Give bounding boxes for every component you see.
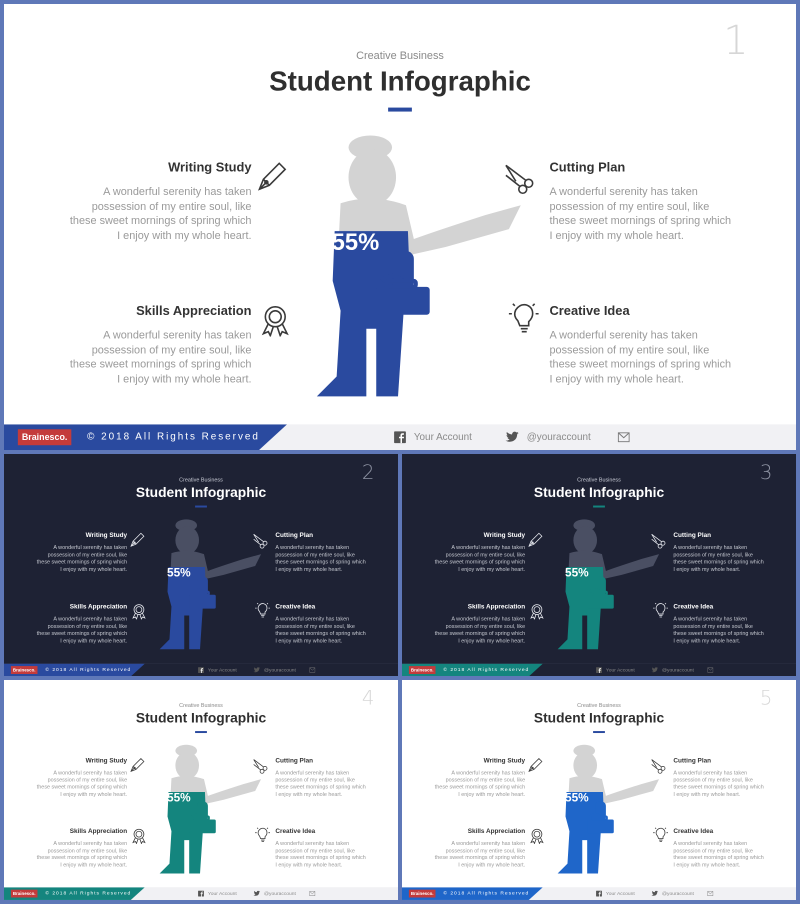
feature-title-cutting-plan: Cutting Plan (275, 756, 314, 764)
feature-title-writing-study: Writing Study (483, 531, 526, 539)
mail-icon[interactable] (309, 891, 315, 896)
twitter-handle-link[interactable]: @youraccount (264, 667, 296, 674)
title-underline (195, 506, 207, 508)
account-link[interactable]: Your Account (413, 432, 472, 444)
slide-subtitle: Creative Business (577, 476, 621, 483)
slide-number: 2 (361, 460, 375, 484)
copyright-text: © 2018 All Rights Reserved (443, 890, 530, 897)
feature-description-cutting-plan: A wonderful serenity has taken possession of my entire soul, like these sweet mornings of spring which I enjoy with my whole heart. (673, 544, 764, 573)
twitter-handle-link[interactable]: @youraccount (264, 891, 296, 897)
account-link[interactable]: Your Account (207, 667, 237, 674)
feature-title-writing-study: Writing Study (85, 756, 128, 764)
mail-icon[interactable] (618, 432, 630, 442)
slide-4-preview[interactable] (4, 680, 398, 900)
feature-description-writing-study: A wonderful serenity has taken possession of my entire soul, like these sweet mornings of spring which I enjoy with my whole heart. (69, 186, 252, 242)
account-link[interactable]: Your Account (605, 891, 635, 897)
lightbulb-icon (254, 826, 271, 843)
feature-description-skills-appreciation: A wonderful serenity has taken possession of my entire soul, like these sweet mornings of spring which I enjoy with my whole heart. (69, 329, 252, 385)
feature-title-skills-appreciation: Skills Appreciation (69, 602, 128, 611)
award-ribbon-icon (529, 603, 546, 620)
progress-percentage: 55% (167, 565, 191, 580)
feature-title-skills-appreciation: Skills Appreciation (467, 827, 526, 835)
pen-nib-icon (527, 757, 544, 774)
feature-title-skills-appreciation: Skills Appreciation (136, 302, 252, 318)
brand-logo: Brainesco. (410, 667, 434, 673)
lightbulb-icon (652, 602, 669, 619)
feature-title-skills-appreciation: Skills Appreciation (69, 827, 128, 835)
feature-title-skills-appreciation: Skills Appreciation (467, 602, 526, 611)
twitter-icon (253, 891, 260, 897)
pen-nib-icon (255, 159, 289, 193)
slide-number: 4 (361, 686, 375, 710)
slide-title: Student Infographic (135, 710, 267, 726)
copyright-text: © 2018 All Rights Reserved (45, 667, 132, 673)
feature-description-skills-appreciation: A wonderful serenity has taken possession of my entire soul, like these sweet mornings of spring which I enjoy with my whole heart. (434, 616, 526, 644)
feature-title-cutting-plan: Cutting Plan (275, 531, 314, 539)
slide-canvas (4, 454, 398, 676)
feature-description-cutting-plan: A wonderful serenity has taken possession of my entire soul, like these sweet mornings of spring which I enjoy with my whole heart. (275, 544, 366, 573)
feature-title-creative-idea: Creative Idea (549, 302, 630, 318)
title-underline (593, 731, 605, 733)
title-underline (195, 731, 207, 733)
mail-icon[interactable] (707, 668, 713, 673)
feature-description-writing-study: A wonderful serenity has taken possession of my entire soul, like these sweet mornings of spring which I enjoy with my whole heart. (434, 544, 526, 573)
brand-logo: Brainesco. (12, 891, 36, 897)
slide-canvas (4, 4, 796, 450)
feature-title-creative-idea: Creative Idea (275, 602, 316, 611)
slide-canvas (402, 680, 796, 900)
slide-footer (402, 887, 796, 900)
account-link[interactable]: Your Account (207, 891, 237, 897)
lightbulb-icon (652, 826, 669, 843)
mail-icon[interactable] (309, 668, 315, 673)
twitter-handle-link[interactable]: @youraccount (526, 432, 591, 444)
feature-title-writing-study: Writing Study (483, 756, 526, 764)
feature-description-creative-idea: A wonderful serenity has taken possession of my entire soul, like these sweet mornings of spring which I enjoy with my whole heart. (275, 840, 366, 868)
progress-percentage: 55% (331, 229, 380, 256)
feature-title-creative-idea: Creative Idea (673, 602, 714, 611)
slide-subtitle: Creative Business (577, 702, 621, 709)
facebook-icon (198, 891, 204, 897)
award-ribbon-icon (258, 303, 292, 337)
feature-title-writing-study: Writing Study (168, 159, 252, 175)
scissors-icon (650, 758, 667, 775)
brand-logo: Brainesco. (12, 667, 36, 673)
title-underline (593, 506, 605, 508)
slide-subtitle: Creative Business (356, 49, 444, 62)
account-link[interactable]: Your Account (605, 667, 635, 674)
slide-number: 5 (759, 686, 773, 710)
copyright-text: © 2018 All Rights Reserved (443, 667, 530, 673)
pen-nib-icon (527, 531, 544, 548)
scissors-icon (502, 161, 536, 195)
feature-description-skills-appreciation: A wonderful serenity has taken possession of my entire soul, like these sweet mornings of spring which I enjoy with my whole heart. (434, 840, 526, 868)
facebook-icon (596, 667, 602, 673)
slide-title: Student Infographic (533, 484, 665, 501)
progress-percentage: 55% (565, 790, 589, 805)
award-ribbon-icon (131, 603, 148, 620)
copyright-text: © 2018 All Rights Reserved (87, 431, 260, 443)
copyright-text: © 2018 All Rights Reserved (45, 890, 132, 897)
slide-subtitle: Creative Business (179, 476, 223, 483)
feature-description-cutting-plan: A wonderful serenity has taken possession of my entire soul, like these sweet mornings of spring which I enjoy with my whole heart. (673, 769, 764, 798)
slide-subtitle: Creative Business (179, 702, 223, 709)
pen-nib-icon (129, 757, 146, 774)
feature-description-writing-study: A wonderful serenity has taken possession of my entire soul, like these sweet mornings of spring which I enjoy with my whole heart. (36, 769, 128, 798)
twitter-icon (651, 667, 658, 673)
brand-logo: Brainesco. (18, 429, 71, 445)
feature-title-cutting-plan: Cutting Plan (673, 756, 712, 764)
twitter-icon (651, 891, 658, 897)
slide-footer (402, 663, 796, 676)
lightbulb-icon (254, 602, 271, 619)
pen-nib-icon (129, 531, 146, 548)
title-underline (388, 108, 412, 112)
award-ribbon-icon (131, 827, 148, 844)
twitter-icon (253, 667, 260, 673)
facebook-icon (596, 891, 602, 897)
slide-3-preview[interactable] (402, 454, 796, 676)
slide-footer (4, 887, 398, 900)
facebook-icon (394, 431, 406, 443)
twitter-icon (505, 431, 519, 443)
award-ribbon-icon (529, 827, 546, 844)
brand-logo: Brainesco. (410, 891, 434, 897)
slide-title: Student Infographic (533, 710, 665, 726)
facebook-icon (198, 667, 204, 673)
slide-footer (4, 663, 398, 676)
scissors-icon (252, 532, 269, 549)
twitter-handle-link[interactable]: @youraccount (662, 667, 694, 674)
feature-description-creative-idea: A wonderful serenity has taken possession of my entire soul, like these sweet mornings of spring which I enjoy with my whole heart. (549, 329, 732, 385)
slide-1-preview[interactable] (4, 4, 796, 450)
mail-icon[interactable] (707, 891, 713, 896)
slide-5-preview[interactable] (402, 680, 796, 900)
scissors-icon (650, 532, 667, 549)
feature-title-cutting-plan: Cutting Plan (673, 531, 712, 539)
progress-percentage: 55% (167, 790, 191, 805)
lightbulb-icon (507, 301, 541, 335)
feature-description-cutting-plan: A wonderful serenity has taken possession of my entire soul, like these sweet mornings of spring which I enjoy with my whole heart. (275, 769, 366, 798)
feature-description-writing-study: A wonderful serenity has taken possession of my entire soul, like these sweet mornings of spring which I enjoy with my whole heart. (434, 769, 526, 798)
feature-description-writing-study: A wonderful serenity has taken possession of my entire soul, like these sweet mornings of spring which I enjoy with my whole heart. (36, 544, 128, 573)
feature-title-creative-idea: Creative Idea (673, 827, 714, 835)
feature-title-writing-study: Writing Study (85, 531, 128, 539)
feature-title-creative-idea: Creative Idea (275, 827, 316, 835)
feature-description-skills-appreciation: A wonderful serenity has taken possession of my entire soul, like these sweet mornings of spring which I enjoy with my whole heart. (36, 840, 128, 868)
slide-number: 3 (759, 460, 773, 484)
slide-title: Student Infographic (135, 484, 267, 501)
slide-canvas (4, 680, 398, 900)
slide-footer (4, 424, 796, 450)
slide-2-preview[interactable] (4, 454, 398, 676)
feature-description-creative-idea: A wonderful serenity has taken possession of my entire soul, like these sweet mornings of spring which I enjoy with my whole heart. (673, 840, 764, 868)
progress-percentage: 55% (565, 565, 589, 580)
scissors-icon (252, 758, 269, 775)
slide-canvas (402, 454, 796, 676)
slide-number: 1 (723, 17, 749, 64)
twitter-handle-link[interactable]: @youraccount (662, 891, 694, 897)
feature-description-creative-idea: A wonderful serenity has taken possession of my entire soul, like these sweet mornings of spring which I enjoy with my whole heart. (673, 616, 764, 644)
feature-description-creative-idea: A wonderful serenity has taken possession of my entire soul, like these sweet mornings of spring which I enjoy with my whole heart. (275, 616, 366, 644)
feature-description-cutting-plan: A wonderful serenity has taken possession of my entire soul, like these sweet mornings of spring which I enjoy with my whole heart. (549, 186, 732, 242)
feature-title-cutting-plan: Cutting Plan (549, 159, 626, 175)
feature-description-skills-appreciation: A wonderful serenity has taken possession of my entire soul, like these sweet mornings of spring which I enjoy with my whole heart. (36, 616, 128, 644)
slide-title: Student Infographic (269, 65, 531, 97)
